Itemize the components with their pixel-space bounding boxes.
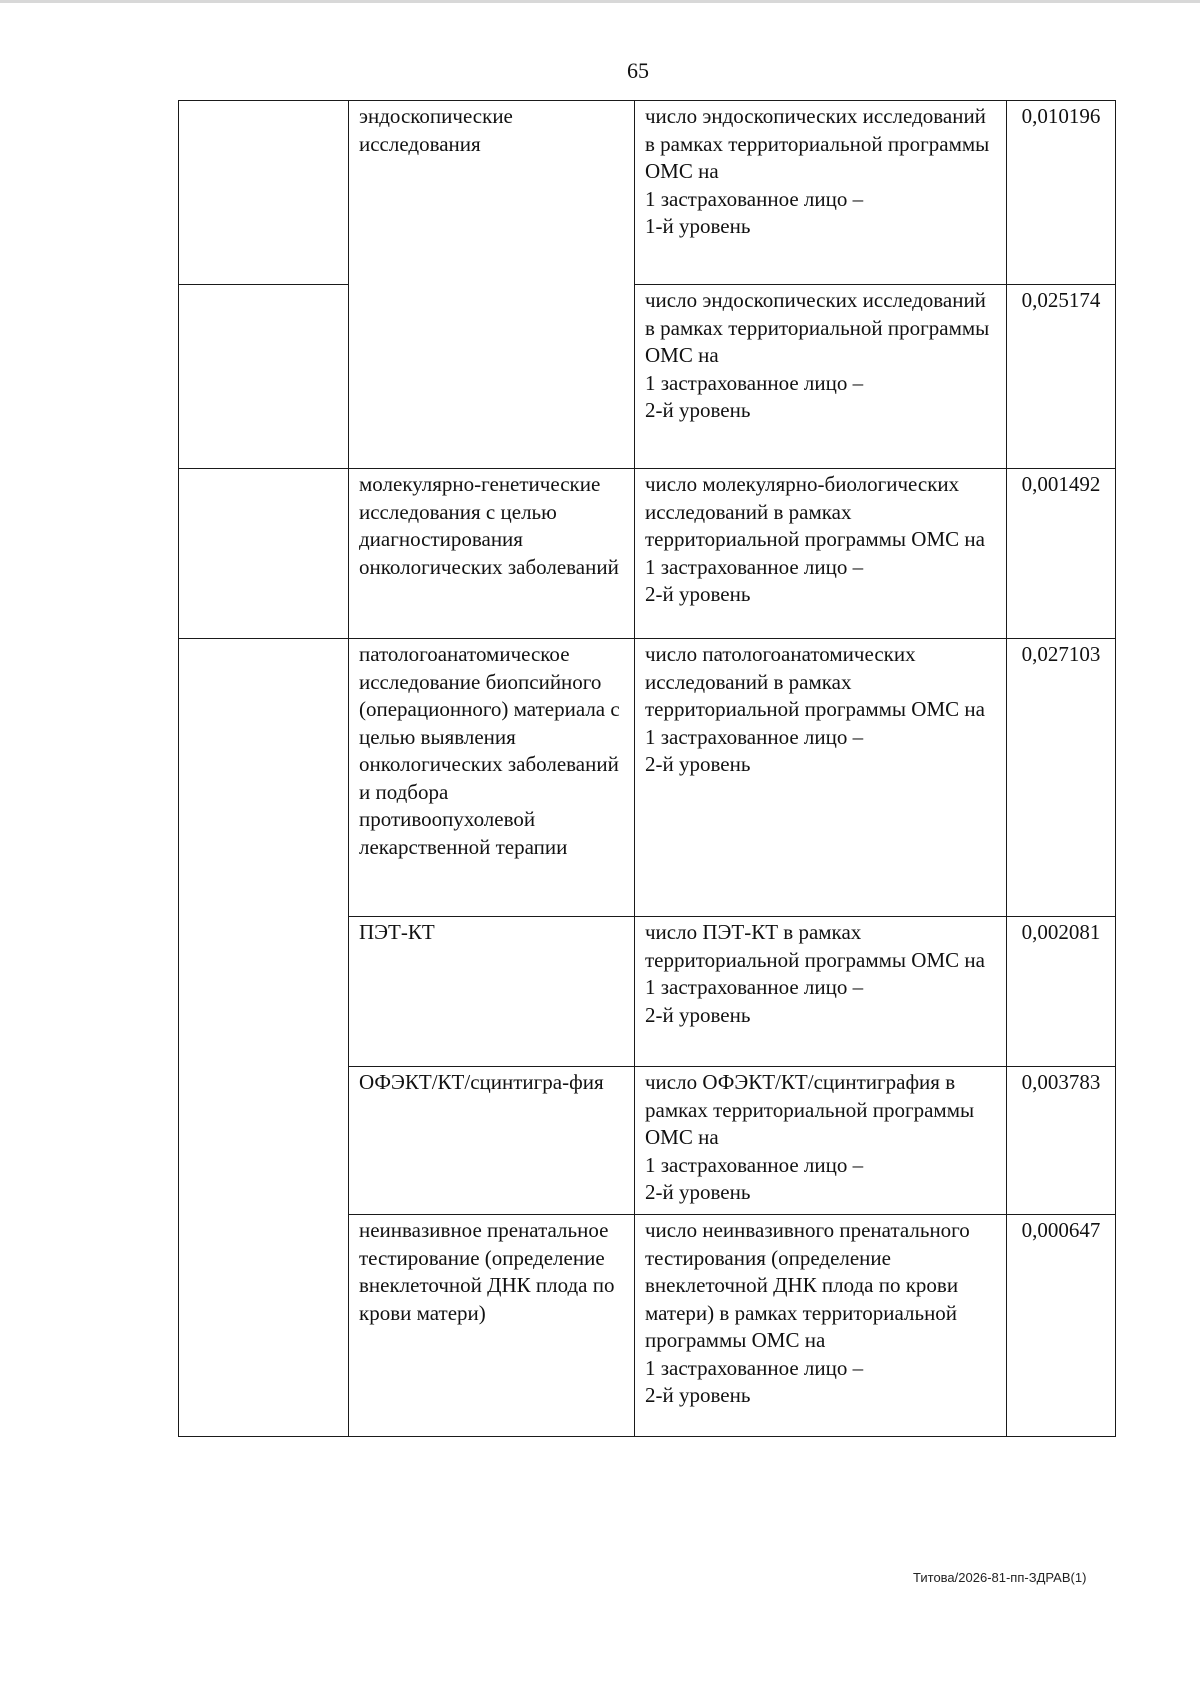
document-reference: Титова/2026-81-пп-ЗДРАВ(1) — [913, 1570, 1087, 1585]
value-cell: 0,003783 — [1007, 1067, 1116, 1215]
page-number: 65 — [627, 58, 649, 83]
indicator-cell: число эндоскопических исследований в рамках территориальной программы ОМС на 1 застрахованное лицо – 2-й уровень — [635, 285, 1007, 469]
service-cell: ПЭТ-КТ — [349, 917, 635, 1067]
indicator-cell: число молекулярно-биологических исследований в рамках территориальной программы ОМС на 1 застрахованное лицо – 2-й уровень — [635, 469, 1007, 639]
service-cell: эндоскопические исследования — [349, 101, 635, 469]
indicator-cell: число патологоанатомических исследований в рамках территориальной программы ОМС на 1 застрахованное лицо – 2-й уровень — [635, 639, 1007, 917]
value-cell: 0,010196 — [1007, 101, 1116, 285]
service-cell: патологоанатомическое исследование биопсийного (операционного) материала с целью выявления онкологических заболеваний и подбора противоопухолевой лекарственной терапии — [349, 639, 635, 917]
category-cell — [179, 101, 349, 285]
table-row — [179, 469, 1116, 639]
category-cell — [179, 285, 349, 469]
indicator-cell: число ОФЭКТ/КТ/сцинтиграфия в рамках территориальной программы ОМС на 1 застрахованное лицо – 2-й уровень — [635, 1067, 1007, 1215]
indicator-cell: число эндоскопических исследований в рамках территориальной программы ОМС на 1 застрахованное лицо – 1-й уровень — [635, 101, 1007, 285]
indicator-cell: число неинвазивного пренатального тестирования (определение внеклеточной ДНК плода по крови матери) в рамках территориальной программы ОМС на 1 застрахованное лицо – 2-й уровень — [635, 1215, 1007, 1437]
value-cell: 0,002081 — [1007, 917, 1116, 1067]
category-cell — [179, 639, 349, 1437]
table-row — [179, 285, 1116, 469]
volume-norms-table — [178, 100, 1116, 1437]
value-cell: 0,027103 — [1007, 639, 1116, 917]
value-cell: 0,001492 — [1007, 469, 1116, 639]
service-cell: неинвазивное пренатальное тестирование (определение внеклеточной ДНК плода по крови матери) — [349, 1215, 635, 1437]
indicator-cell: число ПЭТ-КТ в рамках территориальной программы ОМС на 1 застрахованное лицо – 2-й уровень — [635, 917, 1007, 1067]
scan-top-edge — [0, 0, 1200, 3]
value-cell: 0,025174 — [1007, 285, 1116, 469]
service-cell: ОФЭКТ/КТ/сцинтигра-фия — [349, 1067, 635, 1215]
service-cell: молекулярно-генетические исследования с целью диагностирования онкологических заболеваний — [349, 469, 635, 639]
table-row — [179, 639, 1116, 917]
category-cell — [179, 469, 349, 639]
value-cell: 0,000647 — [1007, 1215, 1116, 1437]
table-row — [179, 101, 1116, 285]
